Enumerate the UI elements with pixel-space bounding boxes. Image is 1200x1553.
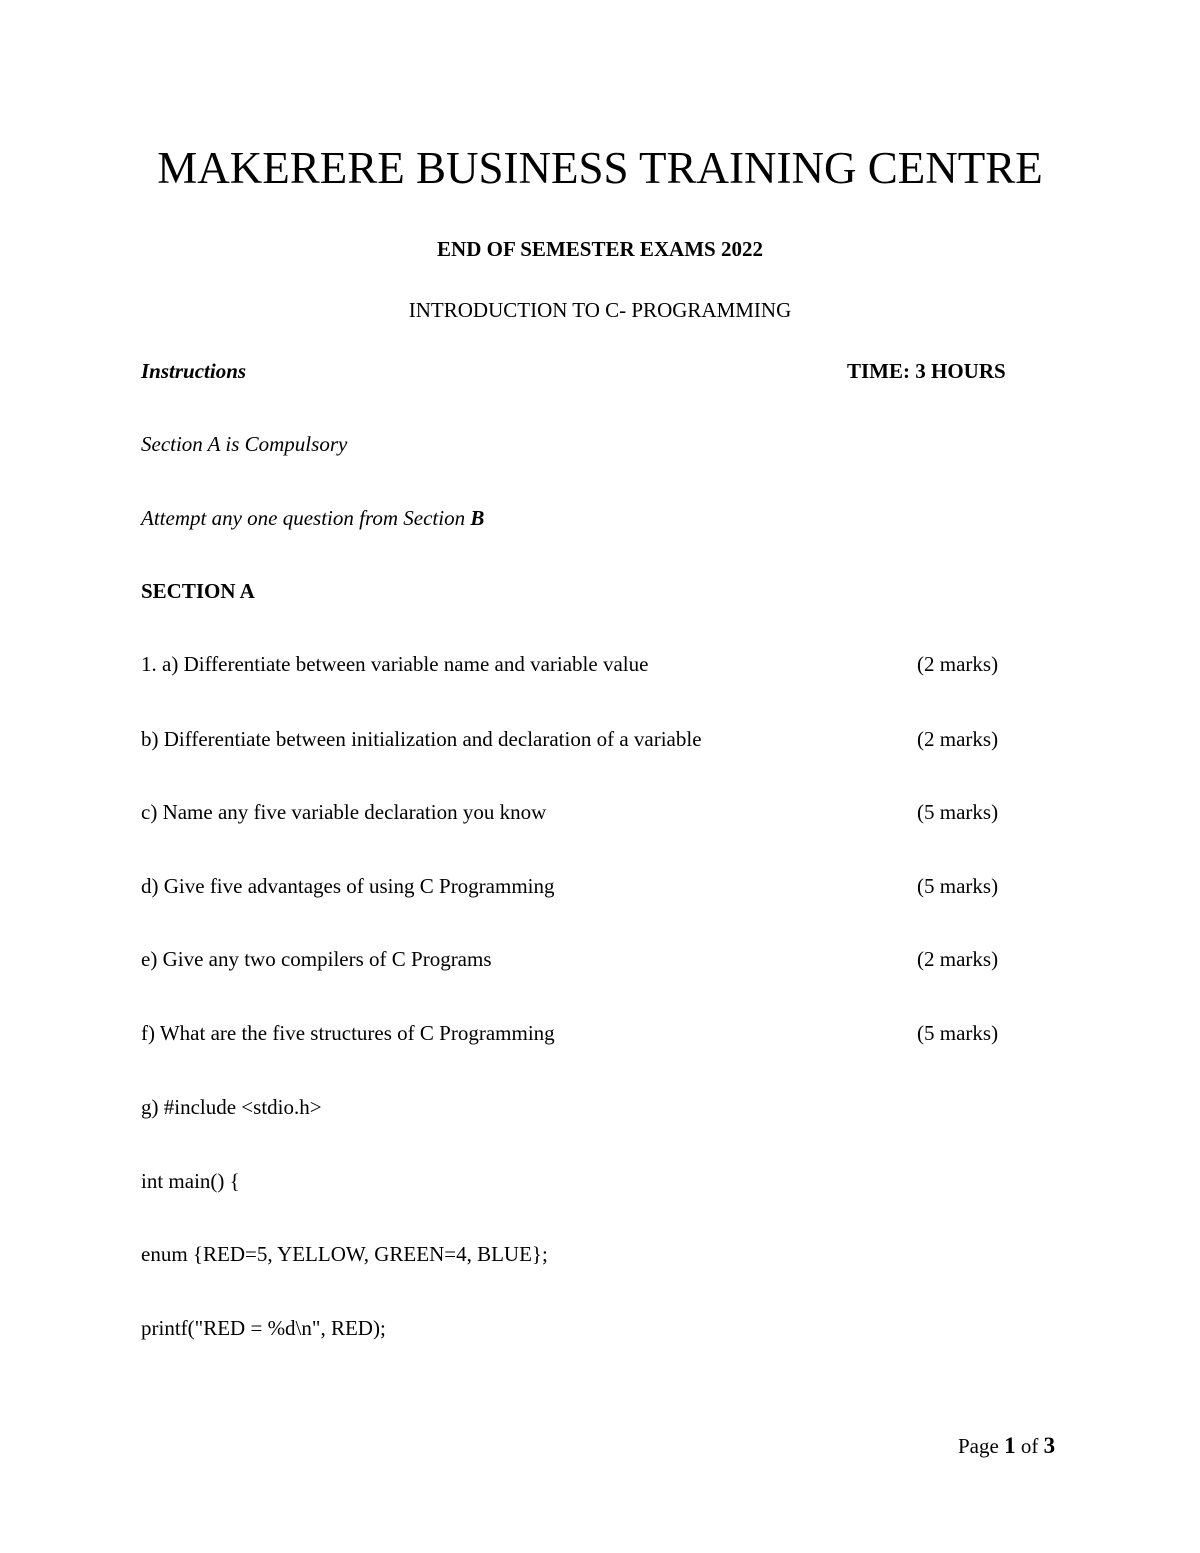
section-a-heading bbox=[141, 577, 1021, 661]
exam-title: END OF SEMESTER EXAMS 2022 bbox=[437, 237, 763, 261]
question-marks: (2 marks) bbox=[917, 727, 999, 751]
course-title: INTRODUCTION TO C- PROGRAMMING bbox=[408, 298, 792, 322]
question-text: e) Give any two compilers of C Programs bbox=[141, 947, 492, 971]
question-text: b) Differentiate between initialization and declaration of a variable bbox=[141, 727, 702, 751]
code-line bbox=[141, 1314, 1021, 1398]
of-word: of bbox=[1015, 1434, 1044, 1458]
instruction-section-letter: B bbox=[470, 506, 485, 530]
question-marks: (2 marks) bbox=[917, 652, 999, 676]
instruction-line-2 bbox=[141, 504, 1021, 588]
code-line bbox=[141, 1240, 1021, 1324]
question-marks: (5 marks) bbox=[917, 874, 999, 898]
instruction-line-1 bbox=[141, 430, 1021, 514]
code-line-text: g) #include <stdio.h> bbox=[141, 1095, 322, 1119]
code-line-text: printf("RED = %d\n", RED); bbox=[141, 1316, 386, 1340]
page-word: Page bbox=[958, 1434, 1005, 1458]
instruction-text-2: Attempt any one question from Section bbox=[141, 506, 471, 530]
page-current: 1 bbox=[1004, 1433, 1016, 1458]
code-line bbox=[141, 1167, 1021, 1251]
code-line-text: int main() { bbox=[141, 1169, 240, 1193]
code-line bbox=[141, 1093, 1021, 1177]
institution-title: MAKERERE BUSINESS TRAINING CENTRE bbox=[157, 143, 1043, 193]
question-marks: (2 marks) bbox=[917, 947, 999, 971]
question-text: 1. a) Differentiate between variable name and variable value bbox=[141, 652, 649, 676]
question-text: d) Give five advantages of using C Programming bbox=[141, 874, 555, 898]
question-text: c) Name any five variable declaration you know bbox=[141, 800, 547, 824]
question-text: f) What are the five structures of C Programming bbox=[141, 1021, 555, 1045]
section-a-heading-text: SECTION A bbox=[141, 579, 255, 603]
page-total: 3 bbox=[1043, 1433, 1056, 1458]
question-marks: (5 marks) bbox=[917, 1021, 999, 1045]
code-line-text: enum {RED=5, YELLOW, GREEN=4, BLUE}; bbox=[141, 1242, 548, 1266]
exam-time: TIME: 3 HOURS bbox=[847, 359, 1006, 383]
instructions-heading: Instructions bbox=[141, 359, 247, 383]
page-number bbox=[958, 1432, 1055, 1460]
instruction-text-1: Section A is Compulsory bbox=[141, 432, 348, 456]
question-marks: (5 marks) bbox=[917, 800, 999, 824]
